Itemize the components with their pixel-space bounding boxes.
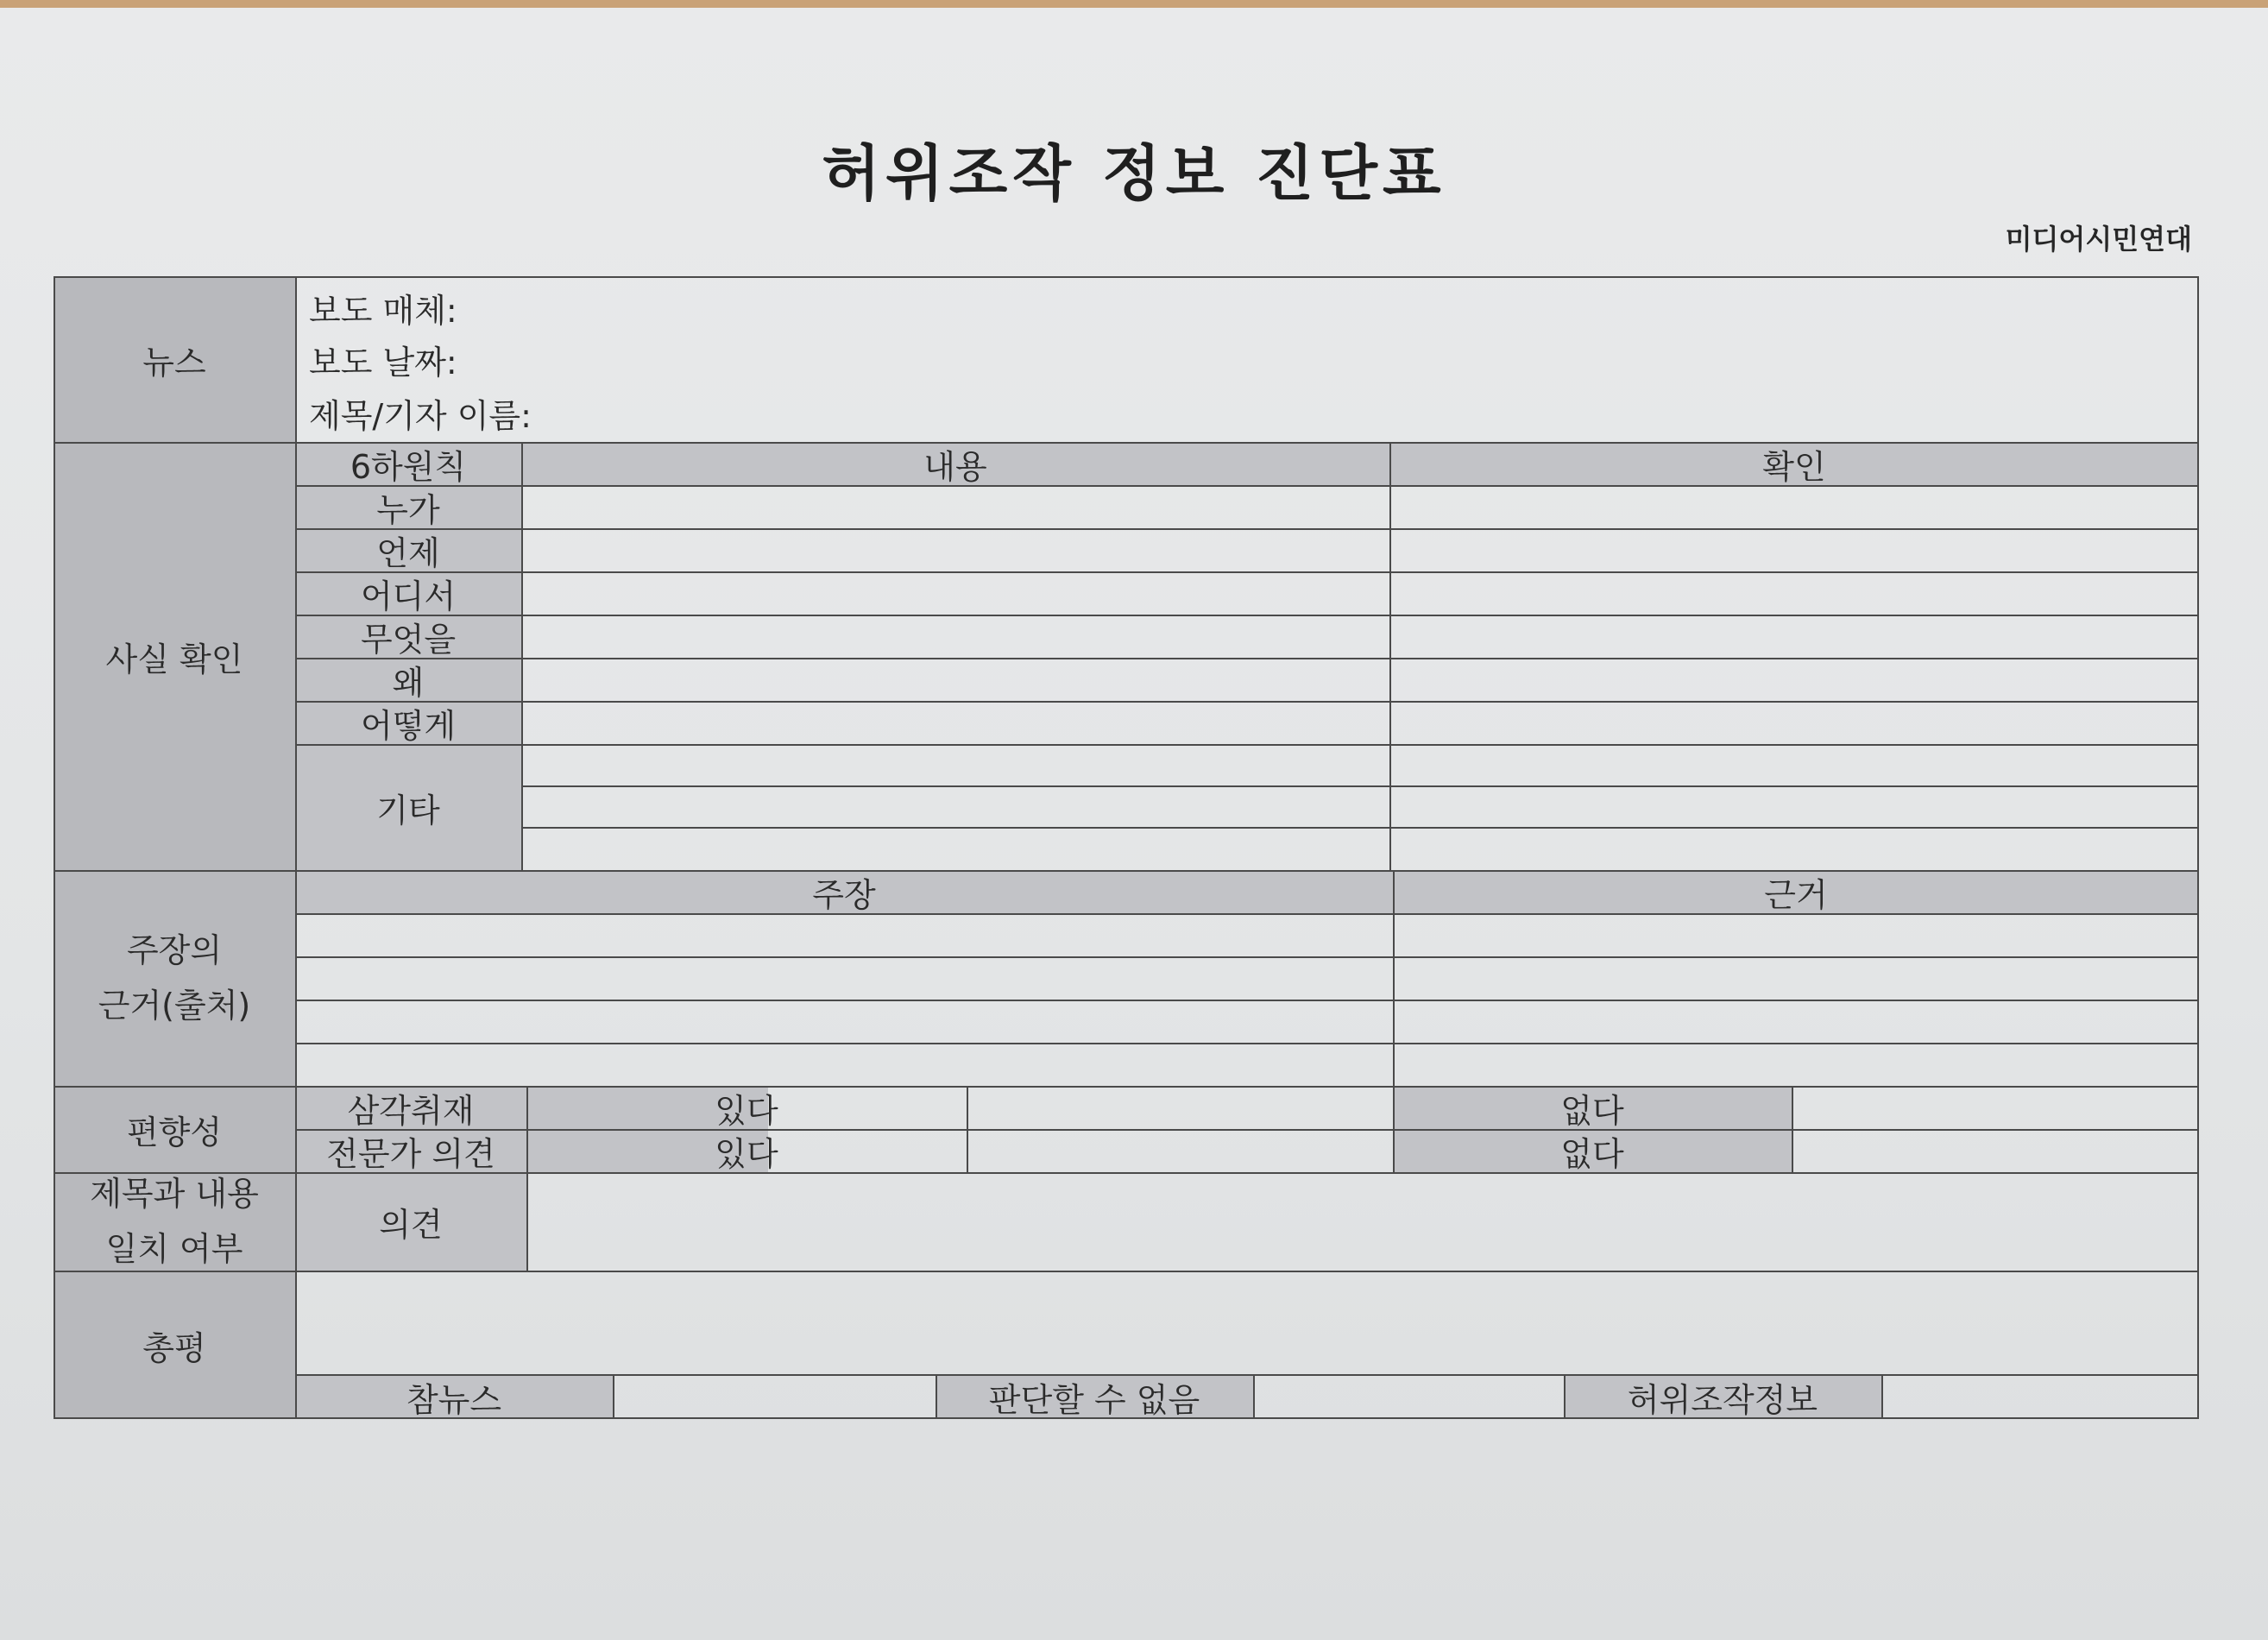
bias-yes-2: 있다 <box>715 1134 778 1173</box>
bias-row-triangulation: 삼각취재 <box>347 1091 475 1130</box>
line <box>1881 1374 1883 1419</box>
fact-check-header-confirm: 확인 <box>1762 447 1826 486</box>
line <box>295 913 2199 915</box>
title-match-label-line1: 제목과 내용 <box>90 1175 259 1213</box>
bias-yes-1: 있다 <box>715 1091 778 1130</box>
line <box>521 827 2199 829</box>
line <box>295 571 2199 573</box>
news-label: 뉴스 <box>142 343 206 382</box>
claim-basis-label <box>54 870 295 1086</box>
bias-label: 편향성 <box>126 1113 223 1151</box>
summary-label: 총평 <box>142 1328 206 1367</box>
title-match-label-line2: 일치 여부 <box>105 1230 243 1268</box>
claim-basis-label-line2: 근거(출처) <box>98 987 251 1025</box>
line <box>54 1271 2199 1272</box>
claim-header-claim: 주장 <box>812 875 876 914</box>
bias-row-expert-opinion: 전문가 의견 <box>326 1134 495 1173</box>
fact-check-label: 사실 확인 <box>105 640 243 678</box>
line <box>295 528 2199 530</box>
fact-check-row-how: 어떻게 <box>360 706 457 745</box>
title-match-label <box>54 1172 295 1271</box>
fact-check-row-why: 왜 <box>392 663 425 702</box>
summary-option-true-news: 참뉴스 <box>406 1380 502 1419</box>
bias-no-2: 없다 <box>1560 1134 1624 1173</box>
claim-basis-label-line1: 주장의 <box>126 931 223 969</box>
bias-no-1: 없다 <box>1560 1091 1624 1130</box>
line <box>295 701 2199 703</box>
news-field-date: 보도 날짜: <box>309 343 457 382</box>
line <box>613 1374 614 1419</box>
organization-name: 미디어시민연대 <box>2005 223 2192 255</box>
line <box>295 615 2199 616</box>
line <box>521 785 2199 787</box>
claim-header-basis: 근거 <box>1764 875 1828 914</box>
line <box>295 658 2199 659</box>
summary-option-disinformation: 허위조작정보 <box>1627 1380 1818 1419</box>
summary-option-undetermined: 판단할 수 없음 <box>988 1380 1200 1419</box>
fact-check-header-content: 내용 <box>923 447 987 486</box>
fact-check-row-what: 무엇을 <box>360 620 457 659</box>
line <box>295 744 2199 746</box>
line <box>295 485 2199 487</box>
line <box>295 956 2199 958</box>
diagnosis-table <box>54 276 2199 1419</box>
fact-check-row-when: 언제 <box>376 533 440 572</box>
fact-check-header-principle: 6하원칙 <box>350 447 467 486</box>
line <box>1792 1086 1793 1172</box>
line <box>295 1000 2199 1001</box>
line <box>1389 442 1391 870</box>
line <box>295 1043 2199 1044</box>
line <box>54 276 2199 278</box>
fact-check-row-other: 기타 <box>376 791 440 829</box>
fact-check-row-where: 어디서 <box>360 577 457 615</box>
document-title: 허위조작 정보 진단표 <box>822 138 1446 209</box>
line <box>1253 1374 1255 1419</box>
fact-check-row-who: 누가 <box>376 490 440 529</box>
table-surface-edge <box>0 0 2268 8</box>
news-field-outlet: 보도 매체: <box>309 291 457 330</box>
title-match-opinion-label: 의견 <box>379 1205 443 1244</box>
line <box>967 1086 968 1172</box>
line <box>521 442 523 870</box>
news-field-title-reporter: 제목/기자 이름: <box>309 396 532 435</box>
